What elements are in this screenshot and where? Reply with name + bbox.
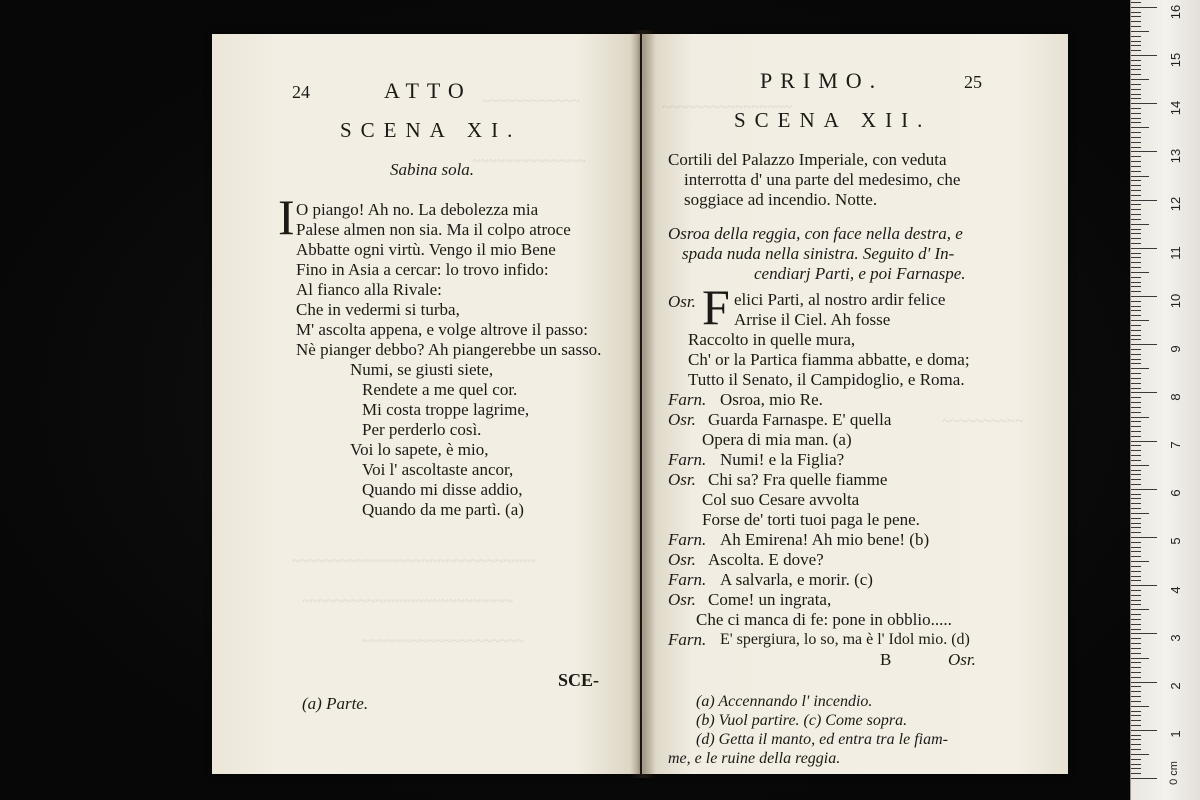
dialogue-line: Tutto il Senato, il Campidoglio, e Roma. (688, 370, 965, 389)
verse-line: Per perderlo così. (362, 420, 482, 439)
verse-line: Abbatte ogni virtù. Vengo il mio Bene (296, 240, 556, 259)
ruler-tick (1131, 518, 1141, 519)
ruler-tick (1131, 614, 1141, 615)
ruler-tick (1131, 561, 1149, 562)
ruler-tick (1131, 672, 1141, 673)
catchword: SCE- (558, 670, 600, 690)
stage-direction: spada nuda nella sinistra. Seguito d' In- (682, 244, 955, 263)
ruler-tick (1131, 209, 1141, 210)
ruler-tick (1131, 715, 1141, 716)
ruler-tick (1131, 759, 1141, 760)
ruler-tick (1131, 31, 1149, 32)
footnote: (d) Getta il manto, ed entra tra le fiam- (696, 731, 948, 748)
ruler-tick (1131, 667, 1141, 668)
ruler-tick (1131, 600, 1141, 601)
ruler-tick (1131, 26, 1141, 27)
ruler-number: 7 (1168, 441, 1183, 449)
ruler-tick (1131, 551, 1141, 552)
ruler-number: 5 (1168, 537, 1183, 545)
ruler-tick (1131, 315, 1141, 316)
ruler-tick (1131, 465, 1149, 466)
ruler-tick (1131, 359, 1141, 360)
ruler-tick (1131, 643, 1141, 644)
speaker: Osr. (668, 410, 696, 429)
signature-mark: B (880, 650, 892, 669)
ruler-tick (1131, 397, 1141, 398)
footnote: (b) Vuol partire. (c) Come sopra. (696, 712, 908, 729)
ruler-number: 9 (1168, 345, 1183, 353)
show-through-text: ~~~~~~~~~~~~~~~~~~~~~~~~~~ (302, 594, 513, 610)
running-head: ATTO (384, 78, 472, 103)
ruler-tick (1131, 282, 1141, 283)
ruler-tick (1131, 720, 1141, 721)
ruler-number: 8 (1168, 393, 1183, 401)
ruler-tick (1131, 147, 1141, 148)
verse-line: Nè pianger debbo? Ah piangerebbe un sasso. (296, 340, 602, 359)
ruler-tick (1131, 768, 1141, 769)
show-through-text: ~~~~~~~~~~~~~~ (472, 154, 586, 170)
ruler-tick (1131, 426, 1141, 427)
ruler-tick (1131, 739, 1141, 740)
dialogue-line: Numi! e la Figlia? (720, 450, 845, 469)
ruler-number: 11 (1168, 246, 1183, 260)
ruler-tick (1131, 36, 1141, 37)
ruler-tick (1131, 330, 1141, 331)
ruler-tick (1131, 267, 1141, 268)
footnote: (a) Accennando l' incendio. (696, 693, 873, 710)
ruler-tick (1131, 243, 1141, 244)
ruler-tick (1131, 41, 1141, 42)
ruler-tick (1131, 325, 1141, 326)
ruler-tick (1131, 229, 1141, 230)
ruler-number: 6 (1168, 489, 1183, 497)
ruler-number: 4 (1168, 586, 1183, 594)
ruler-tick (1131, 79, 1149, 80)
catchword: Osr. (948, 650, 976, 669)
ruler-tick (1131, 320, 1149, 321)
ruler-tick (1131, 523, 1141, 524)
ruler-tick (1131, 368, 1149, 369)
ruler-tick (1131, 580, 1141, 581)
ruler-tick (1131, 74, 1141, 75)
ruler-tick (1131, 7, 1157, 8)
ruler-tick (1131, 412, 1141, 413)
ruler-number: 12 (1168, 196, 1183, 212)
ruler-tick (1131, 378, 1141, 379)
stage-direction: Osroa della reggia, con face nella destra, e (668, 224, 963, 243)
character-line: Sabina sola. (390, 160, 475, 179)
ruler-tick (1131, 735, 1141, 736)
open-book (212, 30, 1070, 778)
ruler-tick (1131, 696, 1141, 697)
dialogue-line: elici Parti, al nostro ardir felice (734, 290, 946, 309)
ruler-tick (1131, 21, 1141, 22)
ruler-tick (1131, 701, 1141, 702)
ruler-tick (1131, 691, 1141, 692)
dialogue-line: Opera di mia man. (a) (702, 430, 852, 449)
ruler-tick (1131, 200, 1157, 201)
ruler-tick (1131, 764, 1141, 765)
ruler-tick (1131, 576, 1141, 577)
dialogue-line: Raccolto in quelle mura, (688, 330, 856, 349)
ruler-tick (1131, 204, 1141, 205)
ruler-tick (1131, 494, 1141, 495)
speaker: Farn. (668, 570, 707, 589)
ruler-tick (1131, 180, 1141, 181)
ruler-tick (1131, 706, 1149, 707)
setting-line: interrotta d' una parte del medesimo, che (684, 170, 961, 189)
ruler-tick (1131, 108, 1141, 109)
ruler-tick (1131, 653, 1141, 654)
show-through-text: ~~~~~~~~~~~~~~~~ (662, 100, 792, 116)
dialogue-line: Chi sa? Fra quelle fiamme (708, 470, 888, 489)
ruler-tick (1131, 2, 1141, 3)
ruler-tick (1131, 238, 1141, 239)
verse-line: Rendete a me quel cor. (362, 380, 518, 399)
page-number: 24 (292, 82, 310, 102)
ruler-tick (1131, 373, 1141, 374)
ruler-tick (1131, 156, 1141, 157)
ruler-unit: 0 cm (1168, 761, 1180, 785)
verse-line: O piango! Ah no. La debolezza mia (296, 200, 539, 219)
verse-line: Che in vedermi si turba, (296, 300, 460, 319)
show-through-text: ~~~~~~~~~~~~ (482, 94, 580, 110)
ruler-tick (1131, 595, 1141, 596)
ruler-tick (1131, 754, 1149, 755)
speaker: Osr. (668, 292, 696, 311)
dialogue-line: Arrise il Ciel. Ah fosse (734, 310, 891, 329)
ruler-tick (1131, 69, 1141, 70)
drop-cap: I (278, 189, 295, 245)
ruler-tick (1131, 388, 1141, 389)
show-through-text: ~~~~~~~~~~~~~~~~~~~~ (362, 634, 525, 650)
ruler-tick (1131, 624, 1141, 625)
ruler-number: 13 (1168, 148, 1183, 164)
show-through-text: ~~~~~~~~~~~~~~~~~~~~~~~~~~~~~~ (292, 554, 536, 570)
ruler-tick (1131, 113, 1141, 114)
ruler-tick (1131, 778, 1157, 779)
ruler-tick (1131, 176, 1149, 177)
ruler-tick (1131, 455, 1141, 456)
ruler-tick (1131, 335, 1141, 336)
verse-line: Voi l' ascoltaste ancor, (362, 460, 514, 479)
ruler-tick (1131, 609, 1149, 610)
ruler-tick (1131, 171, 1141, 172)
ruler-tick (1131, 773, 1141, 774)
ruler-tick (1131, 344, 1157, 345)
ruler-number: 14 (1168, 100, 1183, 116)
dialogue-line: Guarda Farnaspe. E' quella (708, 410, 892, 429)
verse-line: Quando da me partì. (a) (362, 500, 524, 519)
ruler-tick (1131, 604, 1141, 605)
ruler-tick (1131, 682, 1157, 683)
ruler-tick (1131, 55, 1157, 56)
ruler-tick (1131, 142, 1141, 143)
ruler-tick (1131, 662, 1141, 663)
ruler-tick (1131, 151, 1157, 152)
ruler-number: 15 (1168, 52, 1183, 68)
ruler-tick (1131, 122, 1141, 123)
ruler-tick (1131, 339, 1141, 340)
footnote: (a) Parte. (302, 694, 369, 713)
speaker: Farn. (668, 450, 707, 469)
running-head: PRIMO. (760, 68, 884, 93)
ruler-tick (1131, 571, 1141, 572)
verse-line: M' ascolta appena, e volge altrove il passo: (296, 320, 588, 339)
ruler-tick (1131, 479, 1141, 480)
verse-line: Al fianco alla Rivale: (296, 280, 442, 299)
ruler-tick (1131, 436, 1141, 437)
dialogue-line: Ah Emirena! Ah mio bene! (b) (720, 530, 930, 549)
ruler-tick (1131, 16, 1141, 17)
ruler-tick (1131, 585, 1157, 586)
ruler-tick (1131, 118, 1141, 119)
ruler-tick (1131, 248, 1157, 249)
ruler-tick (1131, 60, 1141, 61)
ruler-tick (1131, 503, 1141, 504)
ruler-tick (1131, 508, 1141, 509)
setting-line: Cortili del Palazzo Imperiale, con veduta (668, 150, 947, 169)
ruler-tick (1131, 421, 1141, 422)
ruler-tick (1131, 537, 1157, 538)
speaker: Osr. (668, 590, 696, 609)
ruler-tick (1131, 103, 1157, 104)
ruler-number: 16 (1168, 4, 1183, 20)
ruler-tick (1131, 277, 1141, 278)
ruler-tick (1131, 363, 1141, 364)
dialogue-line: A salvarla, e morir. (c) (720, 570, 873, 589)
ruler-number: 1 (1168, 730, 1183, 738)
ruler-tick (1131, 12, 1141, 13)
show-through-text: ~~~~~~~~~~ (942, 414, 1024, 430)
verse-line: Mi costa troppe lagrime, (362, 400, 530, 419)
ruler-tick (1131, 527, 1141, 528)
dialogue-line: E' spergiura, lo so, ma è l' Idol mio. (d) (720, 631, 970, 648)
verse-line: Voi lo sapete, è mio, (350, 440, 489, 459)
ruler-tick (1131, 638, 1141, 639)
ruler-tick (1131, 94, 1141, 95)
ruler-tick (1131, 542, 1141, 543)
ruler-tick (1131, 84, 1141, 85)
speaker: Farn. (668, 390, 707, 409)
ruler-number: 3 (1168, 634, 1183, 642)
ruler-tick (1131, 349, 1141, 350)
ruler-tick (1131, 272, 1149, 273)
ruler-tick (1131, 383, 1141, 384)
verse-line: Fino in Asia a cercar: lo trovo infido: (296, 260, 549, 279)
ruler-number: 10 (1168, 293, 1183, 309)
dialogue-line: Come! un ingrata, (708, 590, 832, 609)
ruler-tick (1131, 629, 1141, 630)
ruler-tick (1131, 556, 1141, 557)
ruler-tick (1131, 161, 1141, 162)
footnote: me, e le ruine della reggia. (668, 750, 841, 767)
ruler-number: 2 (1168, 682, 1183, 690)
dialogue-line: Ascolta. E dove? (708, 550, 824, 569)
dialogue-line: Forse de' torti tuoi paga le pene. (702, 510, 920, 529)
ruler-tick (1131, 711, 1141, 712)
ruler-tick (1131, 489, 1157, 490)
dialogue-line: Ch' or la Partica fiamma abbatte, e doma; (688, 350, 970, 369)
ruler-tick (1131, 127, 1149, 128)
ruler-tick (1131, 749, 1141, 750)
scene-title: SCENA XII. (734, 108, 932, 132)
ruler-tick (1131, 306, 1141, 307)
ruler-tick (1131, 431, 1141, 432)
ruler-tick (1131, 253, 1141, 254)
ruler-tick (1131, 590, 1141, 591)
verse-line: Numi, se giusti siete, (350, 360, 494, 379)
ruler-tick (1131, 286, 1141, 287)
speaker: Osr. (668, 550, 696, 569)
ruler-tick (1131, 98, 1141, 99)
ruler-tick (1131, 402, 1141, 403)
dialogue-line: Col suo Cesare avvolta (702, 490, 860, 509)
ruler-tick (1131, 460, 1141, 461)
ruler-tick (1131, 633, 1157, 634)
ruler-tick (1131, 445, 1141, 446)
page-number: 25 (964, 72, 982, 92)
ruler-tick (1131, 291, 1141, 292)
ruler-tick (1131, 725, 1141, 726)
speaker: Osr. (668, 470, 696, 489)
speaker: Farn. (668, 630, 707, 649)
ruler-tick (1131, 648, 1141, 649)
ruler-tick (1131, 619, 1141, 620)
ruler-tick (1131, 470, 1141, 471)
ruler-tick (1131, 566, 1141, 567)
ruler-tick (1131, 185, 1141, 186)
ruler-tick (1131, 392, 1157, 393)
ruler-tick (1131, 257, 1141, 258)
ruler-tick (1131, 296, 1157, 297)
ruler-tick (1131, 310, 1141, 311)
dialogue-line: Osroa, mio Re. (720, 390, 823, 409)
ruler-tick (1131, 132, 1141, 133)
ruler-tick (1131, 224, 1149, 225)
right-page (642, 34, 1068, 774)
setting-line: soggiace ad incendio. Notte. (684, 190, 878, 209)
ruler-tick (1131, 262, 1141, 263)
speaker: Farn. (668, 530, 707, 549)
ruler-tick (1131, 658, 1149, 659)
ruler-tick (1131, 532, 1141, 533)
measuring-ruler (1130, 0, 1200, 800)
verse-line: Quando mi disse addio, (362, 480, 523, 499)
ruler-tick (1131, 513, 1149, 514)
ruler-tick (1131, 474, 1141, 475)
ruler-tick (1131, 441, 1157, 442)
ruler-tick (1131, 219, 1141, 220)
ruler-tick (1131, 65, 1141, 66)
ruler-tick (1131, 498, 1141, 499)
ruler-tick (1131, 190, 1141, 191)
ruler-tick (1131, 484, 1141, 485)
ruler-tick (1131, 45, 1141, 46)
ruler-tick (1131, 89, 1141, 90)
ruler-tick (1131, 166, 1141, 167)
ruler-tick (1131, 686, 1141, 687)
ruler-tick (1131, 137, 1141, 138)
ruler-tick (1131, 730, 1157, 731)
ruler-tick (1131, 354, 1141, 355)
ruler-tick (1131, 407, 1141, 408)
ruler-tick (1131, 195, 1141, 196)
book-gutter (630, 30, 656, 778)
scene-title: SCENA XI. (340, 118, 522, 142)
ruler-tick (1131, 677, 1141, 678)
ruler-tick (1131, 50, 1141, 51)
ruler-tick (1131, 417, 1149, 418)
ruler-tick (1131, 214, 1141, 215)
left-page (212, 34, 640, 774)
ruler-tick (1131, 744, 1141, 745)
drop-cap: F (702, 279, 730, 335)
dialogue-line: Che ci manca di fe: pone in obblio..... (696, 610, 952, 629)
verse-line: Palese almen non sia. Ma il colpo atroce (296, 220, 571, 239)
ruler-tick (1131, 233, 1141, 234)
ruler-tick (1131, 547, 1141, 548)
stage-direction: cendiarj Parti, e poi Farnaspe. (754, 264, 966, 283)
ruler-tick (1131, 450, 1141, 451)
ruler-tick (1131, 301, 1141, 302)
